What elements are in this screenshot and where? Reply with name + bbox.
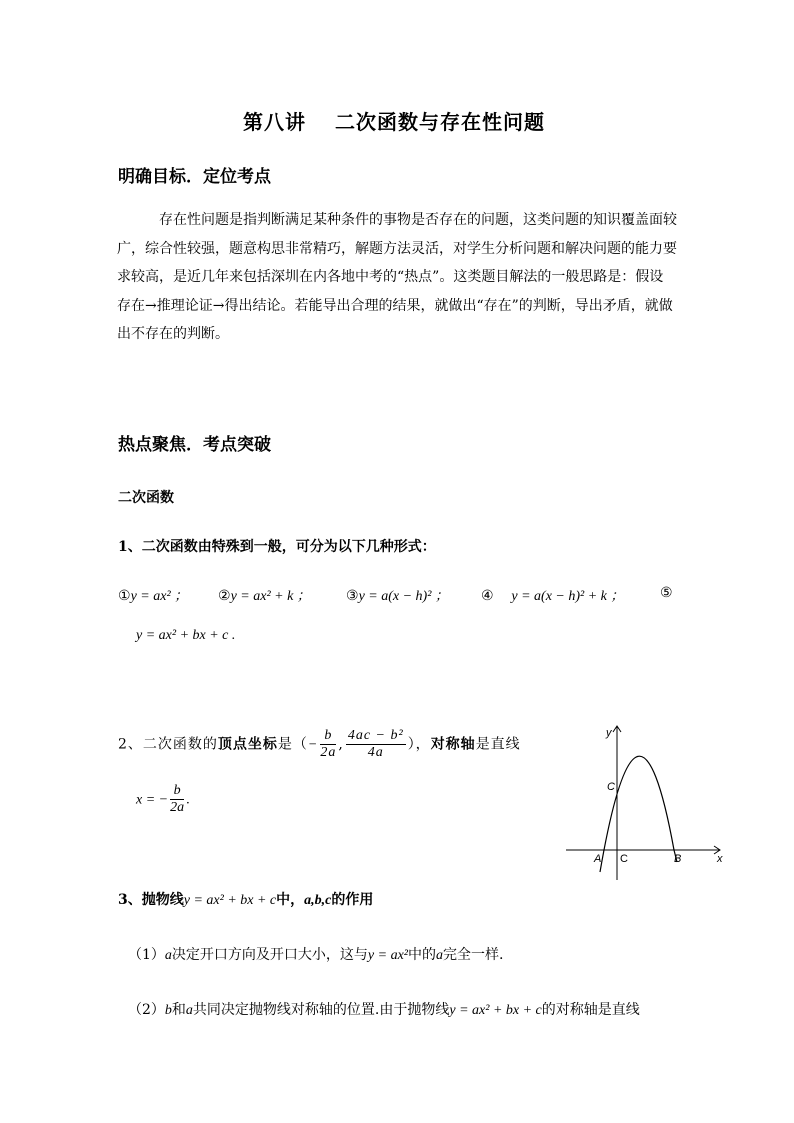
point-a-label: A bbox=[594, 853, 602, 865]
point-c-label: C bbox=[607, 781, 615, 793]
point-b-label: B bbox=[674, 853, 682, 865]
page-title: 第八讲 二次函数与存在性问题 bbox=[243, 110, 545, 134]
axis-term: 对称轴 bbox=[430, 736, 476, 753]
form-4-number: ④ bbox=[481, 588, 494, 604]
item3-point-1: （1）a决定开口方向及开口大小，这与y = ax²中的a完全一样. bbox=[128, 947, 504, 963]
form-1 bbox=[118, 585, 188, 605]
form-2 bbox=[218, 585, 311, 605]
form-5-expr: y = ax² + bx + c . bbox=[136, 628, 236, 643]
vertex-x-fraction: $\frac{b}{2a}$ bbox=[320, 728, 337, 761]
item3-point-2: （2）b和a共同决定抛物线对称轴的位置.由于抛物线y = ax² + bx + c的对称轴是直线 bbox=[128, 1002, 640, 1018]
axis-formula: x = − $\frac{b}{2a}$ . bbox=[136, 783, 190, 816]
section-heading-focus: 热点聚焦．考点突破 bbox=[118, 435, 271, 455]
item1-label: 1、二次函数由特殊到一般，可分为以下几种形式： bbox=[118, 539, 436, 555]
form-1-expr: y = ax² ； bbox=[130, 589, 189, 604]
form-2-expr: y = ax² + k ； bbox=[230, 589, 311, 604]
y-axis-label: y bbox=[606, 727, 612, 739]
form-3 bbox=[346, 585, 449, 605]
x-axis-label: x bbox=[717, 853, 723, 865]
form-4 bbox=[481, 585, 624, 605]
section-heading-goals: 明确目标．定位考点 bbox=[118, 167, 271, 187]
vertex-y-fraction: $\frac{\text{4ac − b²}}{4a}$ bbox=[347, 728, 404, 761]
form-2-number: ② bbox=[218, 588, 231, 604]
parabola-graph bbox=[560, 722, 732, 884]
subheading-quadratic: 二次函数 bbox=[118, 490, 174, 506]
intro-paragraph: 存在性问题是指判断满足某种条件的事物是否存在的问题，这类问题的知识覆盖面较广，综合性较强，题意构思非常精巧，解题方法灵活，对学生分析问题和解决问题的能力要求较高，是近几年来包括深圳在内各地中考的“热点”。这类题目解法的一般思路是：假设存在→推理论证→得出结论。若能导出合理的结果，就做出“存在”的判断，导出矛盾，就做出不存在的判断。 bbox=[117, 212, 677, 342]
parabola-curve bbox=[600, 756, 677, 872]
item2-line: 2、二次函数的顶点坐标是（− $\frac{b}{2a}$ , $\frac{\text{4ac − b²}}{4a}$ ），对称轴是直线 bbox=[118, 728, 521, 761]
form-1-number: ① bbox=[118, 588, 131, 604]
origin-label: C bbox=[620, 853, 628, 865]
form-5-number: ⑤ bbox=[660, 585, 673, 601]
form-3-number: ③ bbox=[346, 588, 359, 604]
form-4-expr: y = a(x − h)² + k ； bbox=[511, 589, 625, 604]
form-3-expr: y = a(x − h)² ； bbox=[358, 589, 449, 604]
vertex-term: 顶点坐标 bbox=[217, 736, 278, 753]
item3-label: 3、抛物线y = ax² + bx + c中，a,b,c的作用 bbox=[118, 892, 374, 908]
